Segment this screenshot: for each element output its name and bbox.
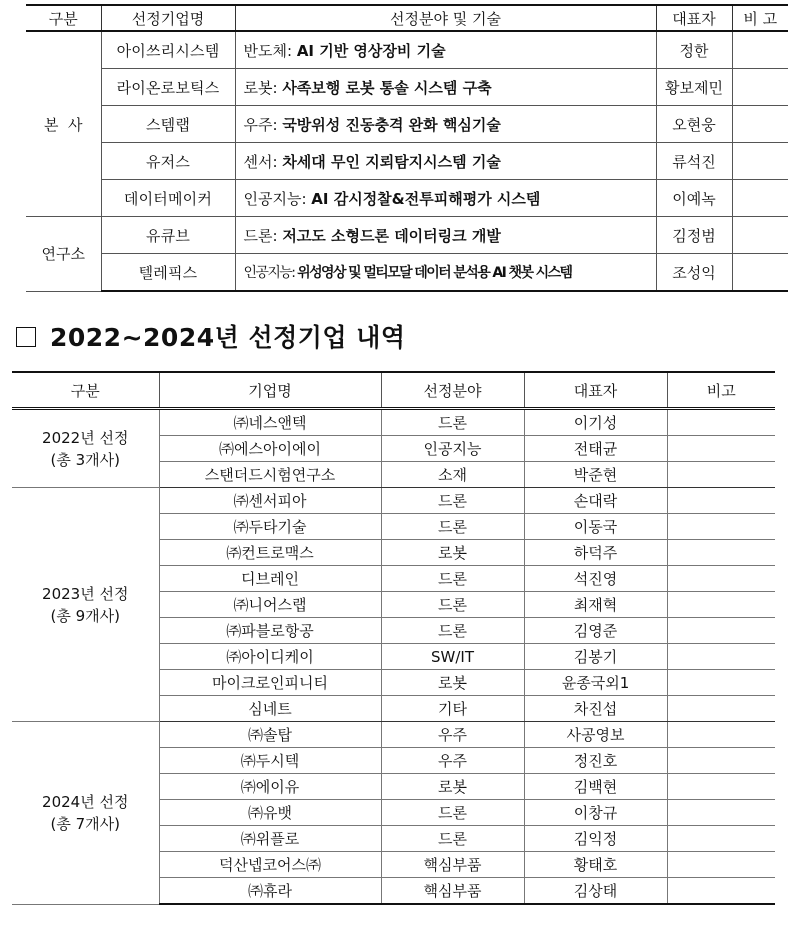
table-row: [12, 409, 775, 436]
company-name: 아이쓰리시스템: [101, 31, 235, 69]
field-name: 인공지능: [381, 436, 524, 462]
field-name: 드론: [381, 826, 524, 852]
field-name: 드론: [381, 566, 524, 592]
company-name: ㈜유뱃: [159, 800, 381, 826]
ceo-name: 김백현: [524, 774, 667, 800]
field-tech: 드론: 저고도 소형드론 데이터링크 개발: [235, 217, 656, 254]
note-cell: [667, 540, 775, 566]
ceo-name: 김상태: [524, 878, 667, 905]
group-year: 2023년 선정: [42, 584, 129, 603]
tech-description: 국방위성 진동충격 완화 핵심기술: [282, 115, 501, 134]
ceo-name: 오현웅: [656, 106, 732, 143]
note-cell: [667, 566, 775, 592]
selected-companies-history-table: [12, 371, 775, 905]
ceo-name: 김정범: [656, 217, 732, 254]
table-row: [12, 488, 775, 514]
header-category: 구분: [26, 5, 101, 31]
note-cell: [667, 409, 775, 436]
selected-companies-table: [26, 4, 788, 292]
header-company: 기업명: [159, 372, 381, 409]
field-category: 인공지능: [243, 265, 292, 281]
field-tech: 반도체: AI 기반 영상장비 기술: [235, 31, 656, 69]
field-name: 로봇: [381, 540, 524, 566]
note-cell: [667, 592, 775, 618]
header-note: 비고: [667, 372, 775, 409]
company-name: ㈜에이유: [159, 774, 381, 800]
note-cell: [667, 696, 775, 722]
note-cell: [667, 514, 775, 540]
ceo-name: 사공영보: [524, 722, 667, 748]
ceo-name: 류석진: [656, 143, 732, 180]
field-name: 소재: [381, 462, 524, 488]
company-name: ㈜컨트로맥스: [159, 540, 381, 566]
group-count: (총 3개사): [50, 450, 120, 469]
field-name: 우주: [381, 748, 524, 774]
note-cell: [667, 670, 775, 696]
company-name: ㈜휴라: [159, 878, 381, 905]
field-name: 드론: [381, 592, 524, 618]
field-name: 핵심부품: [381, 878, 524, 905]
ceo-name: 김익정: [524, 826, 667, 852]
note-cell: [667, 644, 775, 670]
note-cell: [667, 774, 775, 800]
section-title: 2022~2024년 선정기업 내역: [50, 323, 406, 352]
field-name: 로봇: [381, 670, 524, 696]
table-row: [26, 69, 788, 106]
company-name: ㈜위플로: [159, 826, 381, 852]
field-name: 드론: [381, 409, 524, 436]
group-year: 2022년 선정: [42, 428, 129, 447]
tech-description: 사족보행 로봇 통솔 시스템 구축: [282, 78, 492, 97]
tech-description: 위성영상 및 멀티모달 데이터 분석용 AI 챗봇 시스템: [297, 265, 572, 281]
field-category: 드론: [243, 226, 273, 245]
company-name: ㈜아이디케이: [159, 644, 381, 670]
field-tech: 인공지능: AI 감시정찰&전투피해평가 시스템: [235, 180, 656, 217]
note-cell: [667, 462, 775, 488]
ceo-name: 윤종국외1: [524, 670, 667, 696]
ceo-name: 전태균: [524, 436, 667, 462]
field-name: 드론: [381, 488, 524, 514]
group-label: 연구소: [26, 217, 101, 292]
company-name: 라이온로보틱스: [101, 69, 235, 106]
company-name: 유저스: [101, 143, 235, 180]
note-cell: [667, 748, 775, 774]
field-name: 드론: [381, 514, 524, 540]
company-name: 스템랩: [101, 106, 235, 143]
tech-description: AI 감시정찰&전투피해평가 시스템: [311, 189, 541, 208]
field-category: 우주: [243, 115, 273, 134]
group-label: [12, 488, 159, 722]
ceo-name: 김봉기: [524, 644, 667, 670]
ceo-name: 하덕주: [524, 540, 667, 566]
table-row: [26, 31, 788, 69]
table-header-row: [12, 372, 775, 409]
note-cell: [667, 878, 775, 905]
field-category: 센서: [243, 152, 273, 171]
ceo-name: 손대락: [524, 488, 667, 514]
table-row: [26, 143, 788, 180]
field-category: 반도체: [243, 41, 287, 60]
ceo-name: 이창규: [524, 800, 667, 826]
ceo-name: 정진호: [524, 748, 667, 774]
company-name: 디브레인: [159, 566, 381, 592]
group-count: (총 9개사): [50, 606, 120, 625]
section-heading: [16, 318, 406, 354]
field-tech: 로봇: 사족보행 로봇 통솔 시스템 구축: [235, 69, 656, 106]
company-name: ㈜니어스랩: [159, 592, 381, 618]
note-cell: [732, 143, 788, 180]
note-cell: [732, 69, 788, 106]
note-cell: [667, 852, 775, 878]
ceo-name: 김영준: [524, 618, 667, 644]
company-name: 데이터메이커: [101, 180, 235, 217]
field-name: 로봇: [381, 774, 524, 800]
field-category: 로봇: [243, 78, 273, 97]
company-name: ㈜두타기술: [159, 514, 381, 540]
company-name: ㈜네스앤텍: [159, 409, 381, 436]
note-cell: [732, 106, 788, 143]
ceo-name: 최재혁: [524, 592, 667, 618]
company-name: ㈜파블로항공: [159, 618, 381, 644]
company-name: 텔레픽스: [101, 254, 235, 292]
header-field-tech: 선정분야 및 기술: [235, 5, 656, 31]
note-cell: [667, 436, 775, 462]
field-category: 인공지능: [243, 189, 302, 208]
group-count: (총 7개사): [50, 814, 120, 833]
table-header-row: [26, 5, 788, 31]
field-tech: 우주: 국방위성 진동충격 완화 핵심기술: [235, 106, 656, 143]
header-company: 선정기업명: [101, 5, 235, 31]
checkbox-square-icon: [16, 327, 36, 347]
field-tech: 인공지능: 위성영상 및 멀티모달 데이터 분석용 AI 챗봇 시스템: [235, 254, 656, 292]
company-name: 마이크로인피니티: [159, 670, 381, 696]
field-name: SW/IT: [381, 644, 524, 670]
ceo-name: 조성익: [656, 254, 732, 292]
note-cell: [667, 488, 775, 514]
ceo-name: 황태호: [524, 852, 667, 878]
group-label: [12, 722, 159, 905]
company-name: 덕산넵코어스㈜: [159, 852, 381, 878]
ceo-name: 이예녹: [656, 180, 732, 217]
group-label: [12, 409, 159, 488]
company-name: ㈜솔탑: [159, 722, 381, 748]
table-row: [26, 254, 788, 292]
note-cell: [667, 800, 775, 826]
group-label: 본 사: [26, 31, 101, 217]
table-row: [26, 106, 788, 143]
table-row: [26, 217, 788, 254]
field-name: 드론: [381, 800, 524, 826]
note-cell: [732, 31, 788, 69]
ceo-name: 석진영: [524, 566, 667, 592]
note-cell: [732, 254, 788, 292]
ceo-name: 이기성: [524, 409, 667, 436]
note-cell: [732, 180, 788, 217]
company-name: 심네트: [159, 696, 381, 722]
ceo-name: 황보제민: [656, 69, 732, 106]
field-name: 기타: [381, 696, 524, 722]
field-name: 드론: [381, 618, 524, 644]
field-tech: 센서: 차세대 무인 지뢰탐지시스템 기술: [235, 143, 656, 180]
header-category: 구분: [12, 372, 159, 409]
table-row: [12, 722, 775, 748]
field-name: 우주: [381, 722, 524, 748]
company-name: ㈜두시텍: [159, 748, 381, 774]
ceo-name: 정한: [656, 31, 732, 69]
header-ceo: 대표자: [524, 372, 667, 409]
ceo-name: 이동국: [524, 514, 667, 540]
header-note: 비 고: [732, 5, 788, 31]
note-cell: [667, 826, 775, 852]
tech-description: AI 기반 영상장비 기술: [296, 41, 446, 60]
ceo-name: 박준현: [524, 462, 667, 488]
company-name: 스탠더드시험연구소: [159, 462, 381, 488]
header-field: 선정분야: [381, 372, 524, 409]
note-cell: [667, 722, 775, 748]
field-name: 핵심부품: [381, 852, 524, 878]
table-row: [26, 180, 788, 217]
note-cell: [667, 618, 775, 644]
header-ceo: 대표자: [656, 5, 732, 31]
group-year: 2024년 선정: [42, 792, 129, 811]
company-name: ㈜센서피아: [159, 488, 381, 514]
company-name: 유큐브: [101, 217, 235, 254]
company-name: ㈜에스아이에이: [159, 436, 381, 462]
tech-description: 차세대 무인 지뢰탐지시스템 기술: [282, 152, 501, 171]
note-cell: [732, 217, 788, 254]
ceo-name: 차진섭: [524, 696, 667, 722]
tech-description: 저고도 소형드론 데이터링크 개발: [282, 226, 501, 245]
